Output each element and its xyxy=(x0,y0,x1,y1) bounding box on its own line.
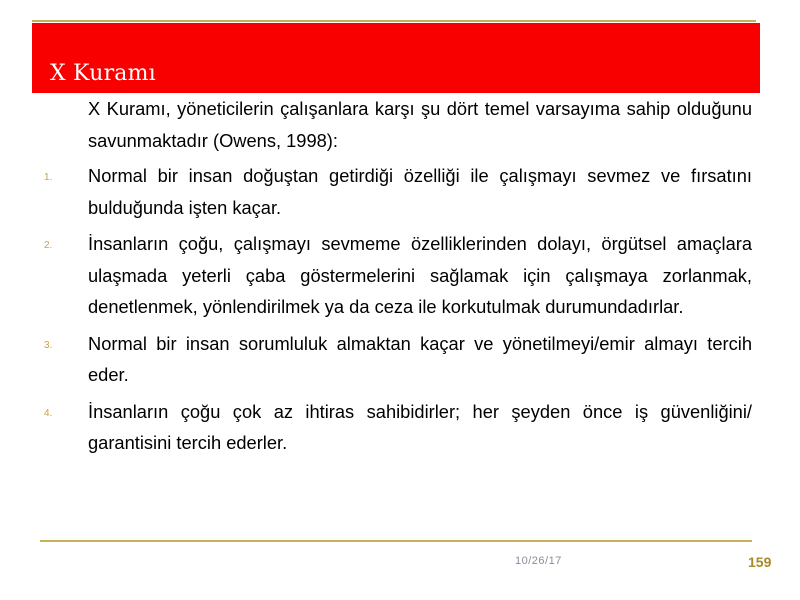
page-number: 159 xyxy=(748,554,772,570)
list-item-text: İnsanların çoğu çok az ihtiras sahibidirler; her şeyden önce iş güvenliğini/ garantisini tercih ederler. xyxy=(88,400,752,453)
list-item xyxy=(44,328,752,391)
footer-date: 10/26/17 xyxy=(515,555,562,567)
list-number: 3. xyxy=(44,339,53,351)
slide-title: X Kuramı xyxy=(50,61,156,86)
bottom-divider xyxy=(40,540,752,542)
intro-paragraph: X Kuramı, yöneticilerin çalışanlara karşı şu dört temel varsayıma sahip olduğunu savunmaktadır (Owens, 1998): xyxy=(88,98,752,151)
list-item xyxy=(44,228,752,323)
list-item xyxy=(44,396,752,459)
list-item xyxy=(44,160,752,223)
title-bar xyxy=(32,23,760,93)
list-item-text: İnsanların çoğu, çalışmayı sevmeme özelliklerinden dolayı, örgütsel amaçlara ulaşmada yeterli çaba göstermelerini sağlamak için çalışmaya zorlanmak, denetlenmek, yönlendirilmek ya da ceza ile korkutulmak durumundadırlar. xyxy=(88,233,752,317)
top-divider xyxy=(32,20,756,22)
list-number: 4. xyxy=(44,407,53,419)
slide-content xyxy=(44,93,752,464)
list-number: 1. xyxy=(44,172,53,183)
list-item-text: Normal bir insan sorumluluk almaktan kaçar ve yönetilmeyi/emir almayı tercih eder. xyxy=(88,332,752,385)
list-number: 2. xyxy=(44,240,53,251)
list-item-text: Normal bir insan doğuştan getirdiği özelliği ile çalışmayı sevmez ve fırsatını bulduğunda işten kaçar. xyxy=(88,165,752,218)
